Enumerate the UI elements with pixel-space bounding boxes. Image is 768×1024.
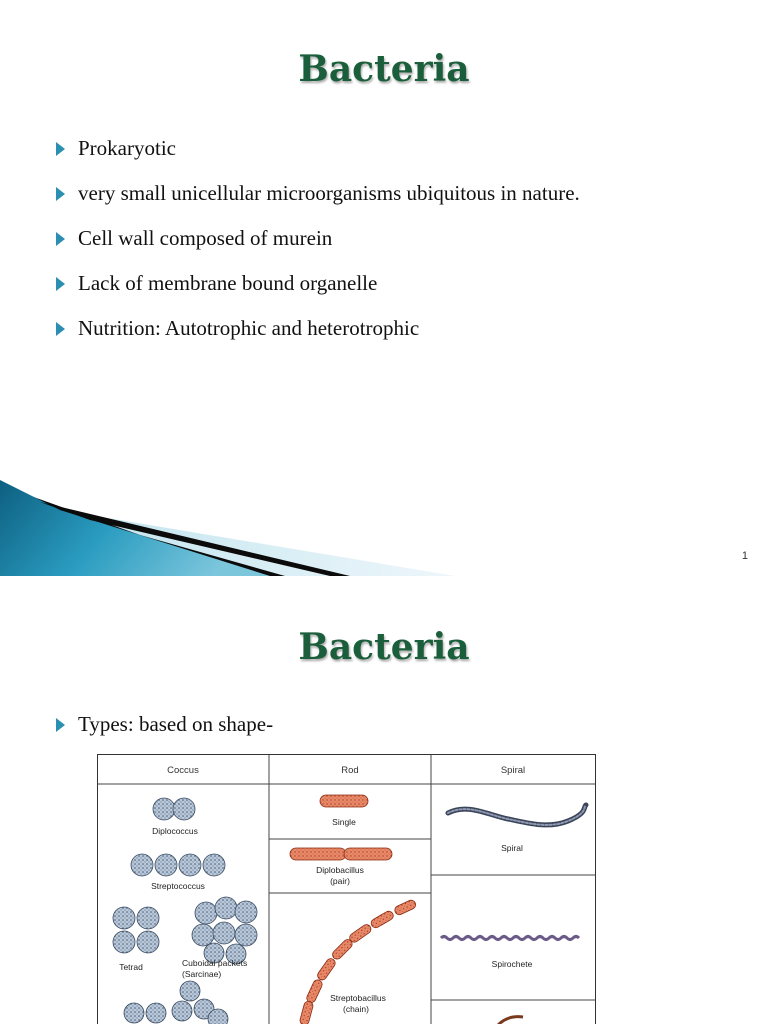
- label-streptobacillus: Streptobacillus: [330, 993, 386, 1003]
- sarcinae-drawing: [192, 897, 257, 964]
- bullet-arrow-icon: [56, 322, 65, 336]
- bullet-arrow-icon: [56, 718, 65, 732]
- label-chain: (chain): [343, 1004, 369, 1014]
- bullet-item: Cell wall composed of murein: [56, 223, 580, 268]
- tetrad-drawing: [113, 907, 159, 953]
- spiral-drawing: [448, 805, 586, 825]
- label-diplococcus: Diplococcus: [152, 826, 198, 836]
- bullet-item: very small unicellular microorganisms ubiquitous in nature.: [56, 178, 580, 223]
- label-diplobacillus: Diplobacillus: [316, 865, 364, 875]
- streptococcus-drawing: [131, 854, 225, 876]
- diplococcus-drawing: [153, 798, 195, 820]
- label-sarcinae: (Sarcinae): [182, 969, 222, 979]
- bullet-item: Types: based on shape-: [56, 709, 273, 754]
- sarcinae-drawing-2: [124, 981, 228, 1024]
- header-spiral: Spiral: [500, 765, 526, 776]
- header-coccus: Coccus: [167, 765, 199, 776]
- bacteria-shapes-figure: [97, 754, 596, 1024]
- bullet-list: [56, 709, 273, 754]
- slide-title: Bacteria: [298, 48, 470, 90]
- label-cuboidal-packets: Cuboidal packets: [182, 958, 248, 968]
- label-streptococcus: Streptococcus: [151, 881, 205, 891]
- label-tetrad: Tetrad: [119, 962, 143, 972]
- bullet-item: Nutrition: Autotrophic and heterotrophic: [56, 313, 580, 358]
- bullet-arrow-icon: [56, 277, 65, 291]
- bullet-item: Prokaryotic: [56, 133, 580, 178]
- bullet-arrow-icon: [56, 187, 65, 201]
- bullet-arrow-icon: [56, 142, 65, 156]
- slide-2: [0, 590, 768, 1024]
- label-single: Single: [332, 817, 356, 827]
- slide-title: Bacteria: [298, 626, 470, 668]
- bullet-arrow-icon: [56, 232, 65, 246]
- spirochete-drawing: [441, 937, 579, 940]
- bullet-list: [56, 133, 580, 358]
- label-pair: (pair): [330, 876, 350, 886]
- diplobacillus-drawing: [290, 848, 392, 860]
- header-rod: Rod: [341, 765, 359, 776]
- slide-gap: [0, 576, 768, 590]
- page-number: 1: [741, 550, 748, 562]
- decorative-swoosh: [0, 480, 768, 576]
- label-spirochete: Spirochete: [491, 959, 533, 969]
- bullet-item: Lack of membrane bound organelle: [56, 268, 580, 313]
- bacteria-shapes-diagram: [98, 755, 595, 1024]
- label-spiral: Spiral: [501, 843, 523, 853]
- partial-spiral-drawing: [498, 1017, 523, 1024]
- single-rod-drawing: [320, 795, 368, 807]
